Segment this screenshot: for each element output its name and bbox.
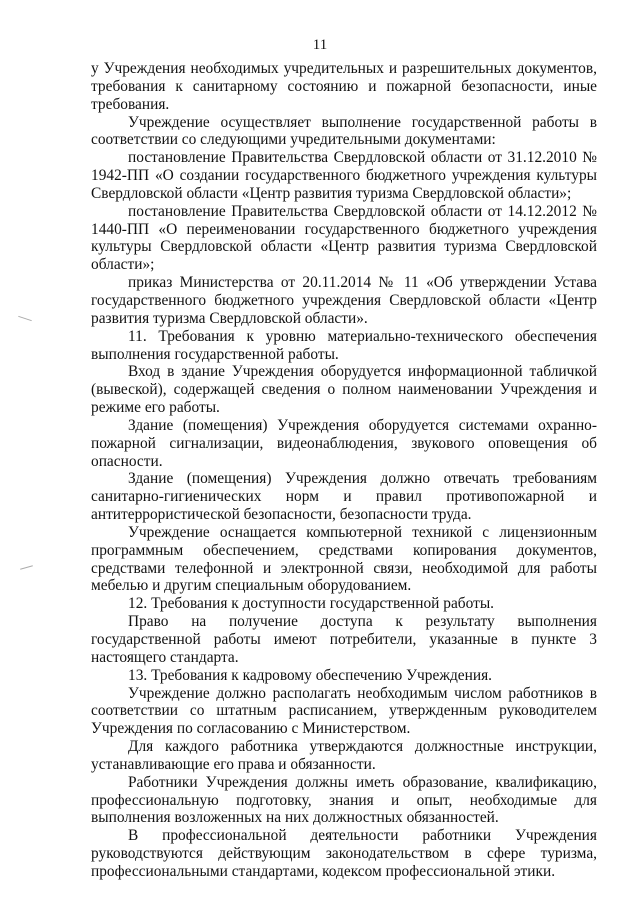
paragraph: Вход в здание Учреждения оборудуется информационной табличкой (вывеской), содержащей сведения о полном наименовании Учреждения и режиме его работы. [91, 363, 597, 417]
section-heading-13: 13. Требования к кадровому обеспечению Учреждения. [128, 666, 493, 684]
scan-mark-bottom [20, 565, 33, 570]
paragraph: Учреждение оснащается компьютерной техникой с лицензионным программным обеспечением, средствами копирования документов, средствами телефонной и электронной связи, необходимой для работы мебелью и другим специальным оборудованием. [91, 523, 597, 595]
page-number: 11 [312, 37, 328, 53]
paragraph: В профессиональной деятельности работники Учреждения руководствуются действующим законодательством в сфере туризма, профессиональными стандартами, кодексом профессиональной этики. [91, 827, 597, 880]
paragraph: Здание (помещения) Учреждения должно отвечать требованиям санитарно-гигиенических норм и правил противопожарной и антитеррористической безопасности, безопасности труда. [91, 470, 597, 524]
section-heading-12: 12. Требования к доступности государственной работы. [128, 595, 495, 613]
paragraph: Здание (помещения) Учреждения оборудуется системами охранно-пожарной сигнализации, видеонаблюдения, звукового оповещения об опасности. [91, 416, 597, 470]
paragraph: Для каждого работника утверждаются должностные инструкции, устанавливающие его права и обязанности. [91, 738, 597, 773]
paragraph: постановление Правительства Свердловской области от 31.12.2010 № 1942-ПП «О создании государственного бюджетного учреждения культуры Свердловской области «Центр развития туризма Свердловской области»; [91, 149, 597, 202]
section-heading-11: 11. Требования к уровню материально-технического обеспечения выполнения государственной работы. [91, 327, 597, 363]
paragraph: Работники Учреждения должны иметь образование, квалификацию, профессиональную подготовку, знания и опыт, необходимые для выполнения возложенных на них должностных обязанностей. [91, 773, 597, 827]
paragraph: Учреждение должно располагать необходимым числом работников в соответствии со штатным расписанием, утвержденным руководителем Учреждения по согласованию с Министерством. [91, 684, 597, 738]
scan-mark-top [18, 316, 32, 321]
paragraph: Право на получение доступа к результату выполнения государственной работы имеют потребители, указанные в пункте 3 настоящего стандарта. [91, 613, 597, 666]
paragraph: постановление Правительства Свердловской области от 14.12.2012 № 1440-ПП «О переименовании государственного бюджетного учреждения культуры Свердловской области «Центр развития туризма Свердловской области»; [91, 202, 597, 274]
paragraph-continuation: у Учреждения необходимых учредительных и разрешительных документов, требования к санитарному состоянию и пожарной безопасности, иные требования. [91, 60, 597, 113]
document-body [91, 60, 597, 881]
paragraph: Учреждение осуществляет выполнение государственной работы в соответствии со следующими учредительными документами: [91, 113, 597, 149]
paragraph: приказ Министерства от 20.11.2014 № 11 «Об утверждении Устава государственного бюджетного учреждения Свердловской области «Центр развития туризма Свердловской области». [91, 274, 597, 327]
